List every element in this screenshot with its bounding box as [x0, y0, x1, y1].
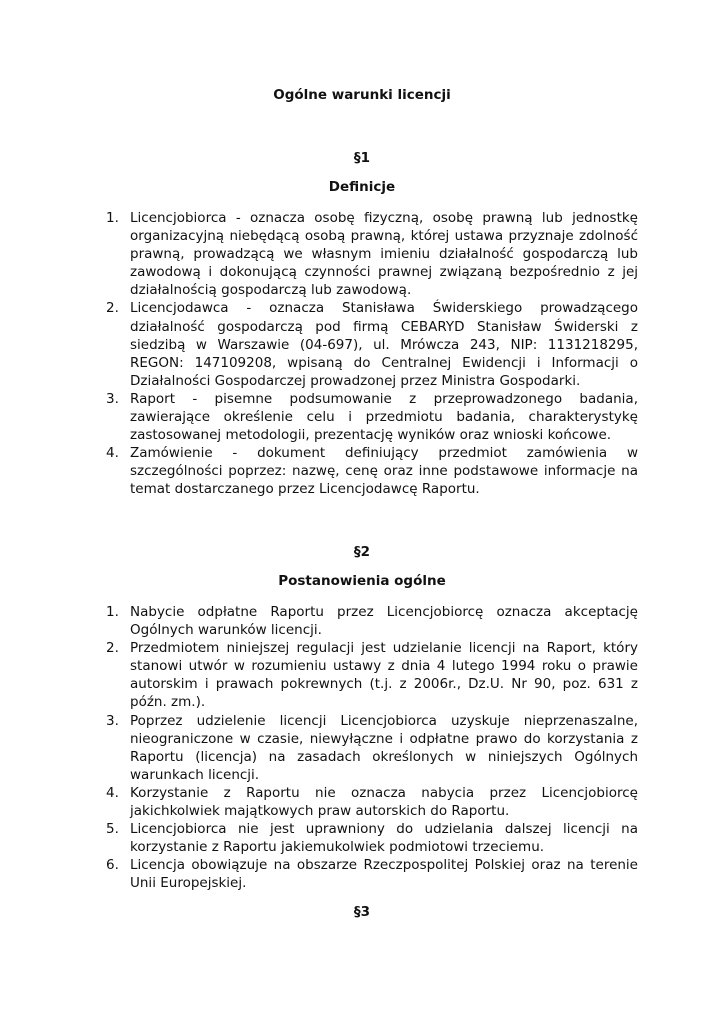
list-item [106, 856, 638, 892]
list-item-text: Przedmiotem niniejszej regulacji jest udzielanie licencji na Raport, który stanowi utwór w rozumieniu ustawy z dnia 4 lutego 1994 roku o prawie autorskim i prawach pokrewnych (t.j. z 2006r., Dz.U. Nr 90, poz. 631 z późn. zm.). [130, 640, 638, 711]
list-item-number: 3. [106, 390, 119, 407]
list-item-text: Poprzez udzielenie licencji Licencjobiorca uzyskuje nieprzenaszalne, nieograniczone w czasie, niewyłączne i odpłatne prawo do korzystania z Raportu (licencja) na zasadach określonych w niniejszych Ogólnych warunkach licencji. [130, 712, 638, 783]
document-title: Ogólne warunki licencji [273, 87, 451, 103]
section-2-number: §2 [353, 544, 371, 560]
section-3-number: §3 [353, 904, 371, 920]
list-item-number: 1. [106, 210, 119, 226]
list-item [106, 712, 638, 784]
list-item [106, 209, 638, 299]
list-item-number: 5. [106, 821, 119, 838]
section-1-list [106, 209, 638, 499]
list-item-number: 2. [106, 300, 119, 317]
list-item [106, 603, 638, 639]
section-1-title: Definicje [328, 179, 396, 195]
list-item-number: 4. [106, 445, 119, 462]
list-item-text: Raport - pisemne podsumowanie z przeprowadzonego badania, zawierające określenie celu i przedmiotu badania, charakterystykę zastosowanej metodologii, prezentację wyników oraz wnioski końcowe. [130, 390, 638, 444]
list-item [106, 444, 638, 498]
section-2-list [106, 603, 638, 893]
list-item-number: 2. [106, 640, 119, 657]
list-item-text: Licencja obowiązuje na obszarze Rzeczpospolitej Polskiej oraz na terenie Unii Europejskiej. [130, 857, 638, 892]
list-item-text: Licencjodawca - oznacza Stanisława Świderskiego prowadzącego działalność gospodarczą pod firmą CEBARYD Stanisław Świderski z siedzibą w Warszawie (04-697), ul. Mrówcza 243, NIP: 1131218295, REGON: 147109208, wpisaną do Centralnej Ewidencji i Informacji o Działalności Gospodarczej prowadzonej przez Ministra Gospodarki. [130, 300, 638, 389]
list-item-text: Licencjobiorca - oznacza osobę fizyczną, osobę prawną lub jednostkę organizacyjną niebędącą osobą prawną, której ustawa przyznaje zdolność prawną, prowadzącą we własnym imieniu działalność gospodarczą lub zawodową i dokonującą czynności prawnej związaną bezpośrednio z jej działalnością gospodarczą lub zawodową. [130, 210, 638, 299]
list-item-number: 6. [106, 857, 119, 874]
list-item [106, 639, 638, 711]
list-item-number: 4. [106, 784, 119, 801]
list-item [106, 820, 638, 856]
list-item-text: Licencjobiorca nie jest uprawniony do udzielania dalszej licencji na korzystanie z Raportu jakiemukolwiek podmiotowi trzeciemu. [130, 821, 638, 856]
list-item-text: Nabycie odpłatne Raportu przez Licencjobiorcę oznacza akceptację Ogólnych warunków licencji. [130, 604, 638, 639]
list-item-number: 1. [106, 604, 119, 620]
section-1-number: §1 [353, 150, 371, 166]
section-2-title: Postanowienia ogólne [278, 573, 446, 589]
list-item [106, 784, 638, 820]
list-item-text: Zamówienie - dokument definiujący przedmiot zamówienia w szczególności poprzez: nazwę, cenę oraz inne podstawowe informacje na temat dostarczanego przez Licencjodawcę Raportu. [130, 445, 638, 498]
list-item-text: Korzystanie z Raportu nie oznacza nabycia przez Licencjobiorcę jakichkolwiek majątkowych praw autorskich do Raportu. [130, 784, 638, 820]
list-item [106, 299, 638, 389]
list-item-number: 3. [106, 712, 119, 729]
list-item [106, 390, 638, 444]
